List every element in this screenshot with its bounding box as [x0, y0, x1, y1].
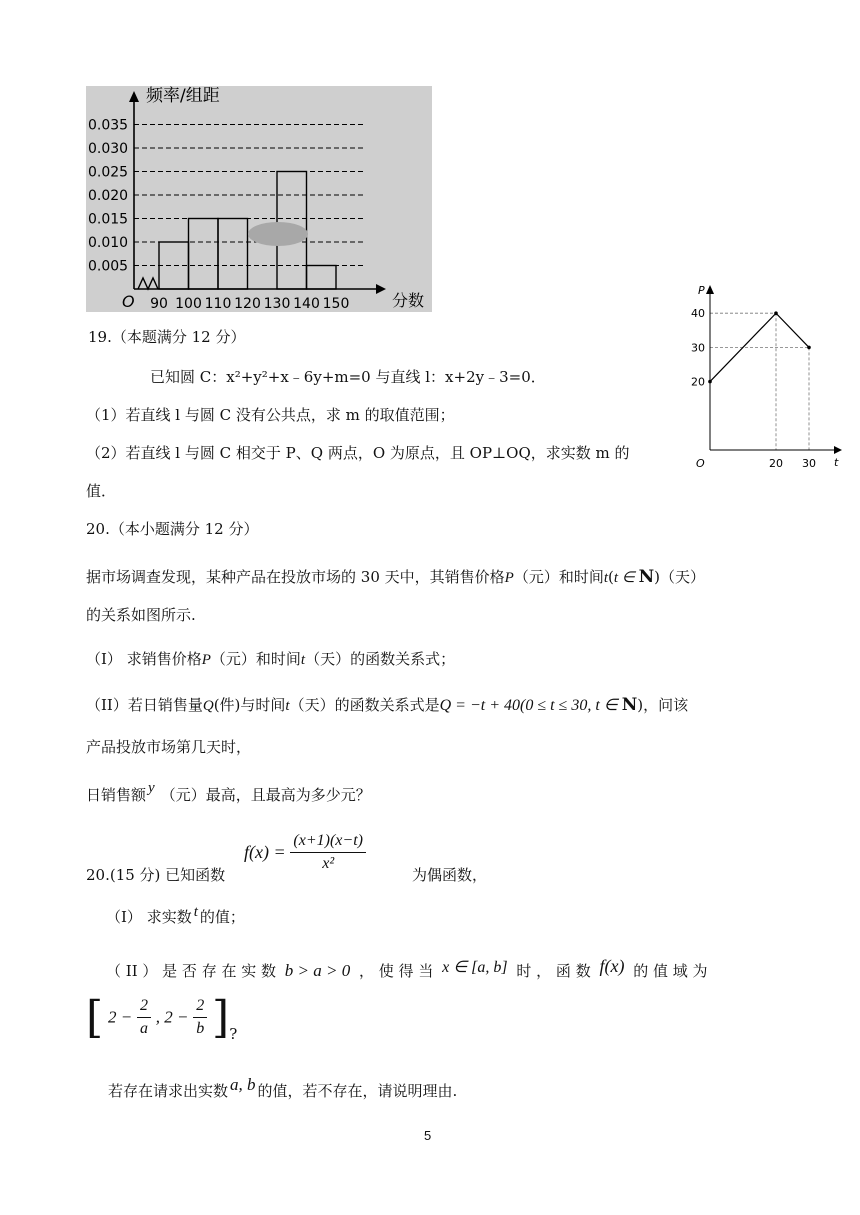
price-chart-xlabel: t — [834, 456, 839, 469]
price-chart-x-tick: 30 — [802, 457, 816, 470]
histogram-x-tick: 100 — [175, 296, 202, 312]
histogram-y-tick: 0.015 — [88, 211, 129, 228]
q20a-header: 20.（本小题满分 12 分） — [86, 520, 259, 538]
price-chart-line — [710, 313, 809, 381]
price-chart-y-tick: 20 — [691, 375, 705, 389]
histogram-y-tick: 0.005 — [88, 258, 129, 275]
price-chart-x-tick: 20 — [769, 457, 783, 470]
histogram-x-tick: 120 — [234, 296, 261, 312]
price-chart-point — [774, 311, 778, 315]
histogram-y-tick: 0.010 — [88, 235, 129, 251]
q19-part2-line1: （2）若直线 l 与圆 C 相交于 P、Q 两点，O 为原点，且 OP⊥OQ，求实数 m 的 — [86, 444, 630, 462]
histogram-x-tick: 110 — [204, 296, 232, 312]
price-chart-x-arrow — [834, 446, 842, 454]
q20a-part2-line2: 产品投放市场第几天时， — [86, 738, 252, 756]
histogram-y-tick: 0.020 — [88, 188, 129, 204]
price-chart-y-tick-labels — [691, 307, 705, 388]
price-chart-y-tick: 30 — [691, 341, 705, 355]
q20a-line1: 据市场调查发现，某种产品在投放市场的 30 天中，其销售价格P（元）和时间t(t ∈ N)（天） — [86, 567, 705, 587]
q20a-part2-line3: 日销售额 y （元）最高，且最高为多少元？ — [86, 780, 371, 804]
q20b-tail: 为偶函数， — [412, 866, 488, 884]
histogram-y-tick-labels — [88, 118, 128, 275]
price-chart-y-tick: 40 — [691, 307, 705, 321]
price-chart-y-arrow — [706, 285, 714, 294]
page-number: 5 — [424, 1128, 432, 1143]
q19-stem: 已知圆 C：x²+y²+x﹣6y+m=0 与直线 l：x+2y﹣3=0． — [150, 368, 546, 386]
price-chart-origin: O — [696, 457, 705, 470]
price-chart-ylabel: P — [698, 284, 705, 297]
histogram-x-tick: 140 — [293, 296, 320, 312]
histogram-x-tick: 130 — [263, 296, 291, 312]
histogram-origin: O — [122, 292, 135, 311]
histogram-background — [86, 86, 432, 312]
histogram-ylabel: 频率/组距 — [146, 86, 220, 106]
histogram-x-tick: 150 — [322, 296, 350, 312]
q19-part1: （1）若直线 l 与圆 C 没有公共点，求 m 的取值范围； — [86, 406, 455, 424]
price-chart-figure — [682, 280, 842, 480]
price-chart-x-tick-labels — [769, 457, 816, 470]
price-chart-guides — [710, 313, 809, 450]
q20b-function: f(x) = $\frac{(x+1)(x-t)}{\text{x²}}$ — [244, 830, 366, 875]
histogram-x-tick: 90 — [150, 296, 168, 312]
q20a-line2: 的关系如图所示. — [86, 606, 196, 624]
histogram-smudge — [248, 222, 308, 246]
histogram-y-tick: 0.030 — [88, 141, 129, 157]
q20b-part1: （I） 求实数 t 的值； — [106, 904, 245, 926]
q19-part2-line2: 值． — [86, 482, 117, 500]
q19-header: 19.（本题满分 12 分） — [88, 328, 246, 346]
histogram-figure — [86, 86, 432, 312]
q20a-part2-line1: （II）若日销售量Q(件)与时间t（天）的函数关系式是Q = −t + 40(0 ≤ t ≤ 30, t ∈ N)，问该 — [86, 695, 689, 715]
price-chart-point — [708, 380, 712, 384]
q20b-last-line: 若存在请求出实数 a, b 的值，若不存在，请说明理由. — [108, 1075, 458, 1100]
histogram-xlabel: 分数 — [392, 291, 425, 310]
histogram-y-tick: 0.025 — [88, 164, 129, 181]
histogram-y-tick: 0.035 — [88, 117, 129, 134]
q20b-part2: （ II ） 是 否 存 在 实 数 b > a > 0 ， 使 得 当 x ∈ [a, b] 时 ， 函 数 f(x) 的 值 域 为 — [106, 956, 708, 980]
q20a-part1: （I） 求销售价格P（元）和时间t（天）的函数关系式； — [86, 650, 456, 668]
histogram-x-tick-labels — [150, 296, 349, 312]
q20b-header: 20.(15 分) 已知函数 — [86, 866, 226, 884]
q20b-range: [ 2 − $\frac{2}{a}$ , 2 − $\frac{2}{b}$ ]? — [86, 992, 238, 1043]
price-chart-point — [807, 346, 811, 350]
